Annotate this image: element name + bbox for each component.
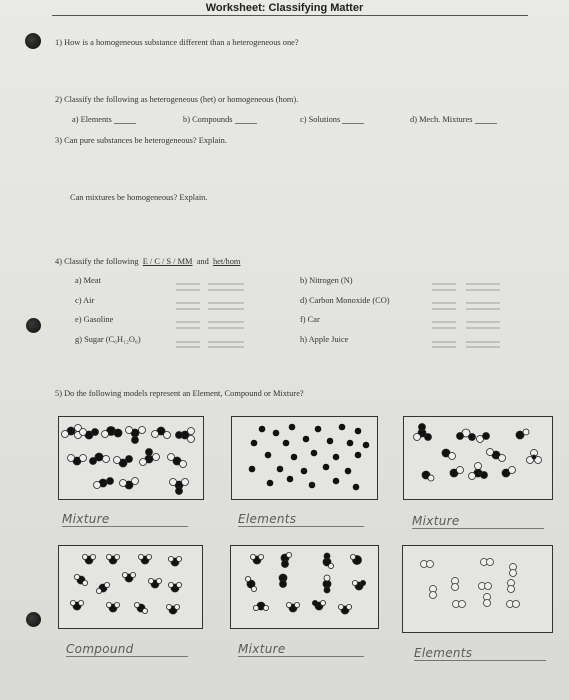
question-5: 5) Do the following models represent an Element, Compound or Mixture? bbox=[55, 389, 304, 398]
answer-model-2[interactable]: Elements bbox=[238, 512, 364, 527]
q4-item: h) Apple Juice bbox=[300, 335, 349, 344]
q4-item: c) Air bbox=[75, 296, 95, 305]
model-box-5 bbox=[230, 545, 379, 629]
title-rule bbox=[52, 15, 528, 16]
question-2d-label: d) Mech. Mixtures bbox=[410, 115, 473, 124]
question-3-followup: Can mixtures be homogeneous? Explain. bbox=[70, 193, 208, 202]
answer-model-5[interactable]: Mixture bbox=[238, 642, 364, 657]
question-2d bbox=[410, 115, 497, 124]
question-3: 3) Can pure substances be heterogeneous? Explain. bbox=[55, 136, 227, 145]
question-2b bbox=[183, 115, 257, 124]
question-2: 2) Classify the following as heterogeneous (het) or homogeneous (hom). bbox=[55, 95, 299, 104]
question-2a bbox=[72, 115, 136, 124]
question-4 bbox=[55, 257, 240, 266]
answer-blank[interactable] bbox=[235, 116, 257, 124]
q4-item: f) Car bbox=[300, 315, 320, 324]
question-2a-label: a) Elements bbox=[72, 115, 112, 124]
question-4-codes: E / C / S / MM bbox=[142, 257, 193, 266]
binder-hole-middle bbox=[26, 318, 41, 333]
model-box-1 bbox=[58, 416, 204, 500]
answer-blank[interactable] bbox=[114, 116, 136, 124]
q4-item: a) Meat bbox=[75, 276, 101, 285]
answer-blank[interactable] bbox=[342, 116, 364, 124]
model-box-2 bbox=[231, 416, 378, 500]
binder-hole-top bbox=[25, 33, 41, 49]
binder-hole-bottom bbox=[26, 612, 41, 627]
model-box-3 bbox=[403, 416, 553, 500]
model-box-4 bbox=[58, 545, 203, 629]
question-4-codes2: het/hom bbox=[212, 257, 241, 266]
q4-item: b) Nitrogen (N) bbox=[300, 276, 353, 285]
question-2c-label: c) Solutions bbox=[300, 115, 341, 124]
question-1: 1) How is a homogeneous substance different than a heterogeneous one? bbox=[55, 38, 299, 47]
q4-item: e) Gasoline bbox=[75, 315, 114, 324]
model-box-6 bbox=[402, 545, 553, 633]
answer-model-1[interactable]: Mixture bbox=[62, 512, 188, 527]
worksheet-title: Worksheet: Classifying Matter bbox=[205, 2, 364, 14]
answer-model-4[interactable]: Compound bbox=[66, 642, 188, 657]
question-4-and: and bbox=[196, 257, 209, 266]
q4-item: d) Carbon Monoxide (CO) bbox=[300, 296, 390, 305]
q4-item: g) Sugar (C₆H₁₂O₆) bbox=[75, 335, 141, 344]
answer-model-6[interactable]: Elements bbox=[414, 646, 546, 661]
question-2c bbox=[300, 115, 364, 124]
answer-model-3[interactable]: Mixture bbox=[412, 514, 544, 529]
question-2b-label: b) Compounds bbox=[183, 115, 233, 124]
answer-blank[interactable] bbox=[475, 116, 497, 124]
question-4-prompt: 4) Classify the following bbox=[55, 257, 139, 266]
